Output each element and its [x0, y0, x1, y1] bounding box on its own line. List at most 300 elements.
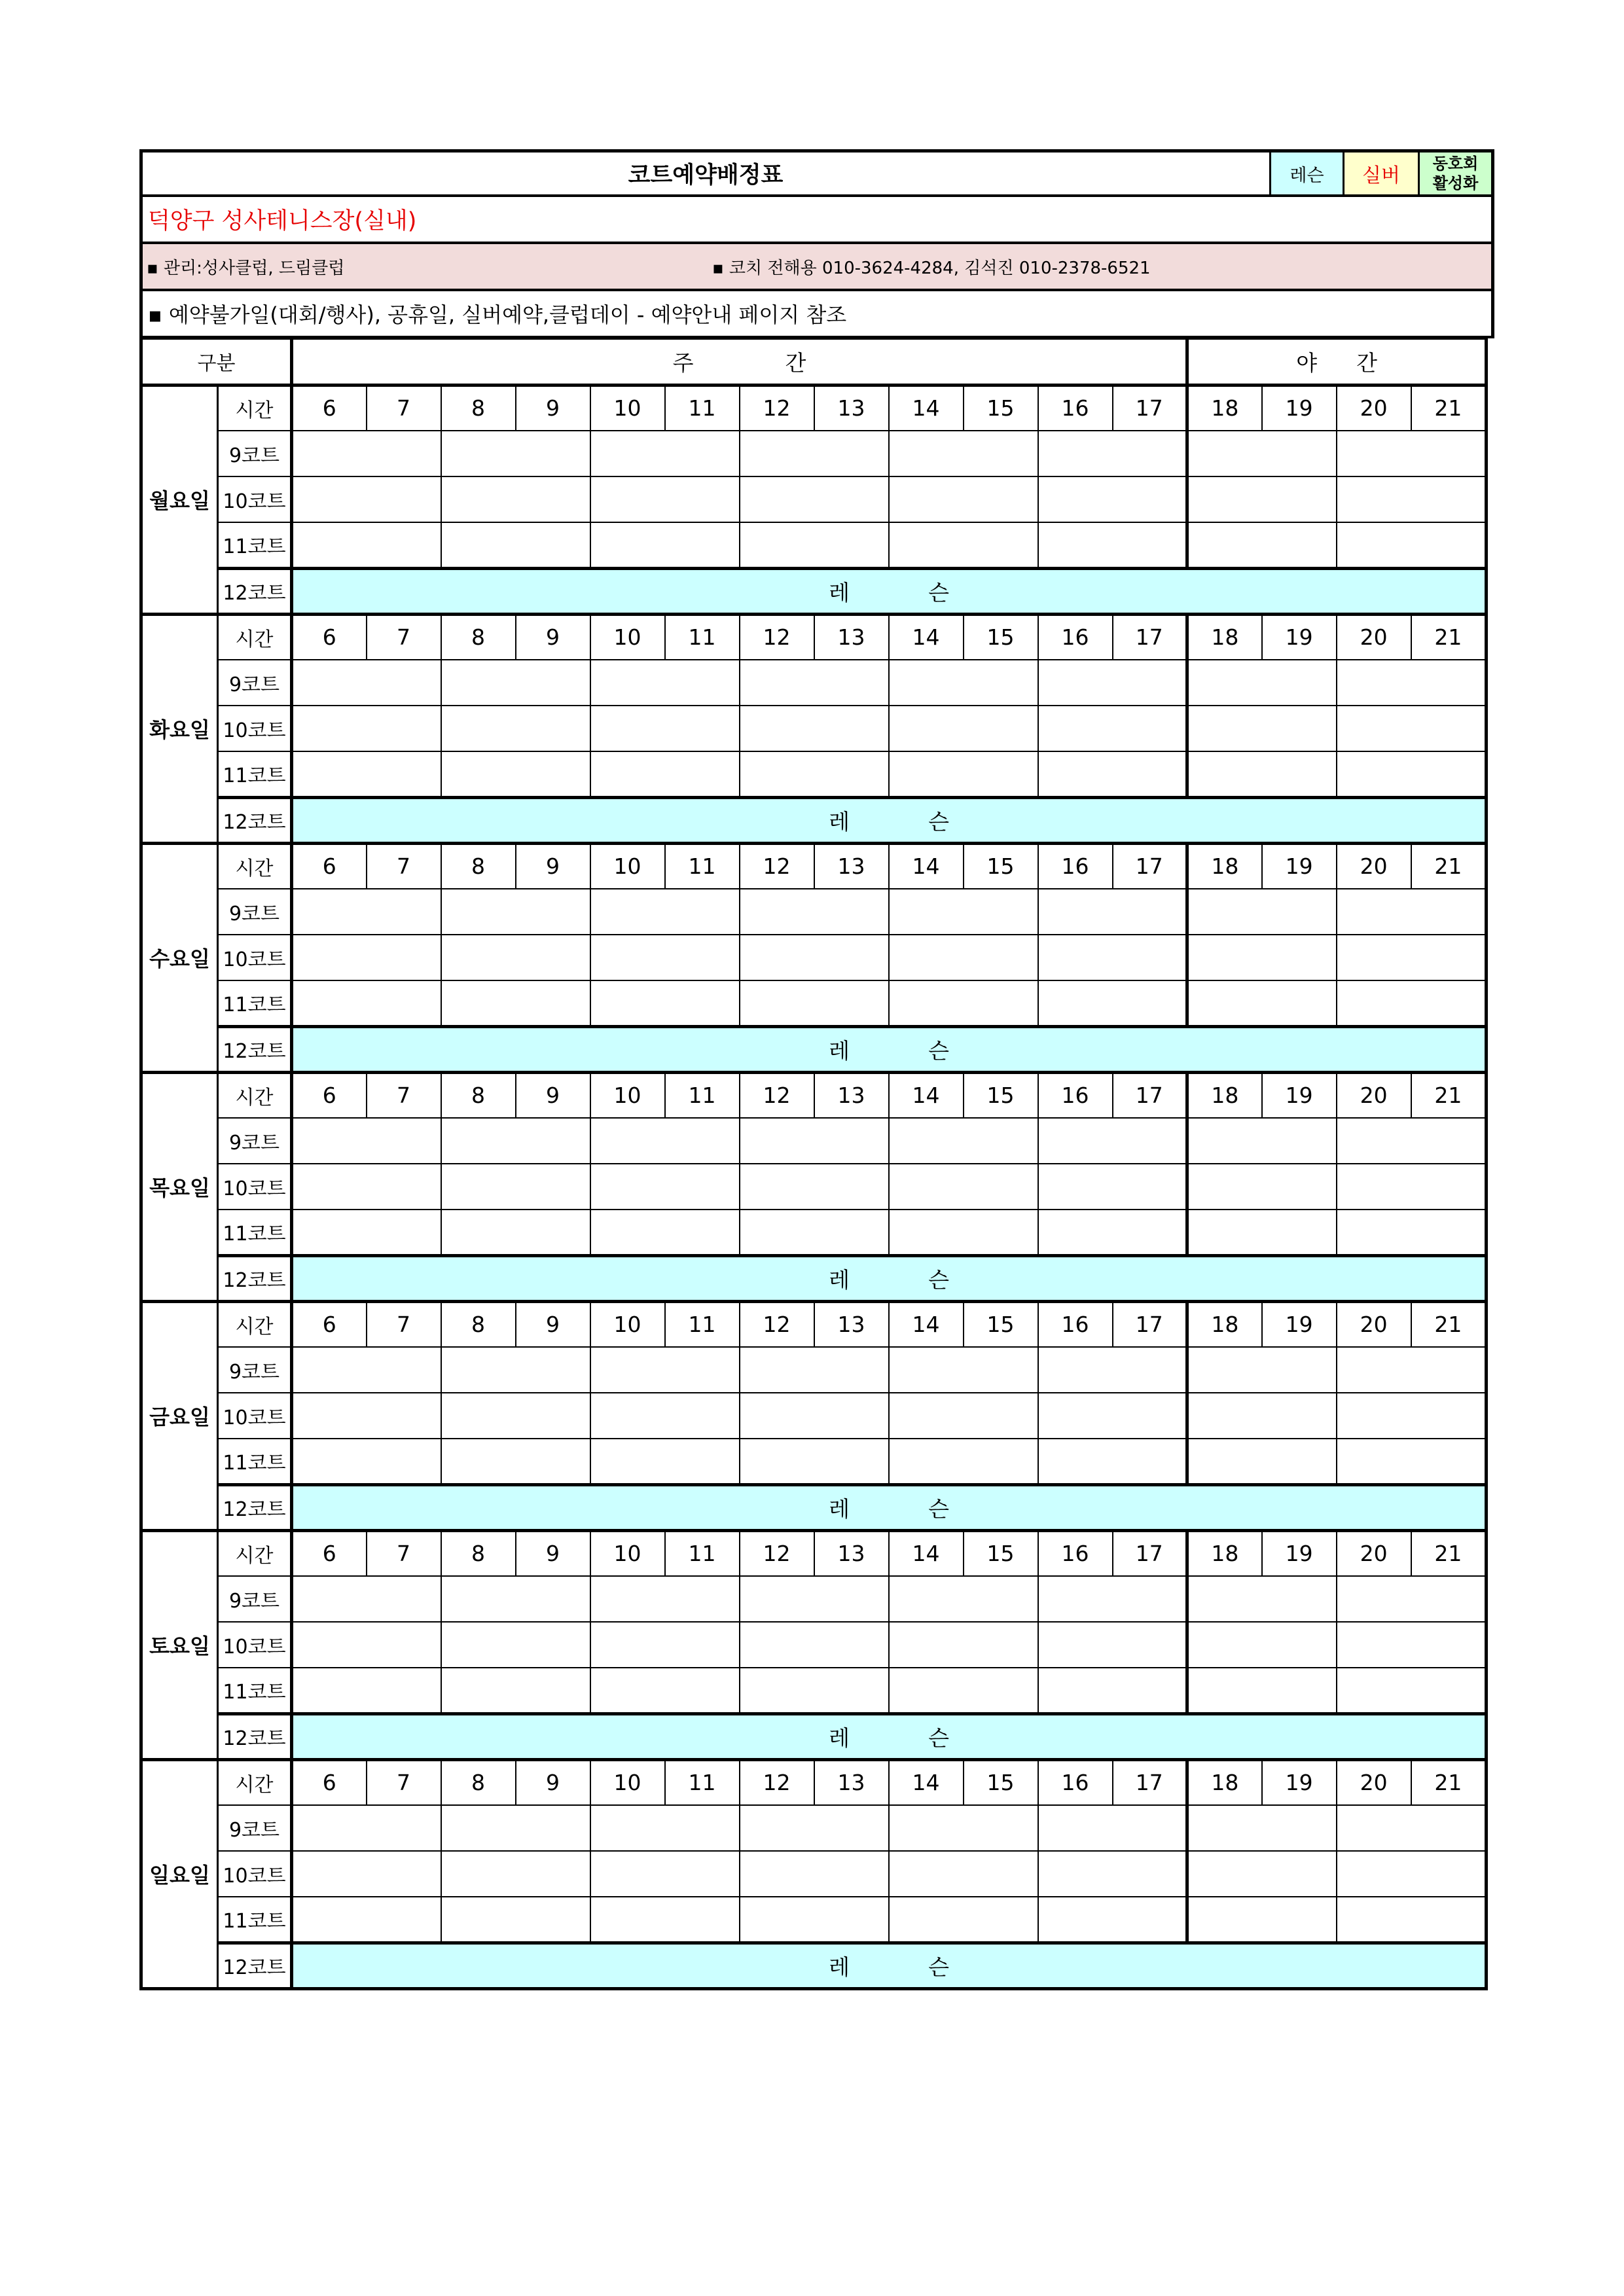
- hour-cell: 10: [590, 843, 665, 889]
- reservation-slot[interactable]: [889, 980, 1038, 1026]
- reservation-slot[interactable]: [1337, 1118, 1487, 1164]
- hour-cell: 16: [1038, 843, 1113, 889]
- hour-cell: 14: [889, 1301, 964, 1347]
- reservation-slot[interactable]: [1337, 1805, 1487, 1851]
- reservation-slot[interactable]: [292, 476, 441, 522]
- reservation-slot[interactable]: [1038, 980, 1187, 1026]
- hour-cell: 11: [665, 1530, 740, 1576]
- time-row: [141, 385, 1487, 431]
- hour-cell: 11: [665, 614, 740, 660]
- hour-cell: 9: [516, 1530, 590, 1576]
- lesson-label-b: 슨: [928, 1266, 949, 1293]
- reservation-slot[interactable]: [590, 1851, 740, 1897]
- title-row: [139, 149, 1494, 197]
- time-label: 시간: [218, 1759, 292, 1805]
- reservation-slot[interactable]: [1187, 660, 1337, 706]
- reservation-slot[interactable]: [1337, 1851, 1487, 1897]
- hour-cell: 18: [1187, 385, 1262, 431]
- hour-cell: 14: [889, 1759, 964, 1805]
- reservation-slot[interactable]: [740, 1576, 889, 1622]
- reservation-slot[interactable]: [441, 706, 590, 751]
- hour-cell: 13: [814, 614, 889, 660]
- court-label: 11코트: [218, 751, 292, 797]
- court-label: 11코트: [218, 1897, 292, 1943]
- reservation-slot[interactable]: [441, 476, 590, 522]
- court-label: 12코트: [218, 1713, 292, 1759]
- hour-cell: 10: [590, 1072, 665, 1118]
- reservation-slot[interactable]: [889, 935, 1038, 980]
- reservation-slot[interactable]: [1038, 889, 1187, 935]
- lesson-label-b: 슨: [928, 808, 949, 834]
- reservation-slot[interactable]: [740, 1347, 889, 1393]
- reservation-slot[interactable]: [1337, 1347, 1487, 1393]
- reservation-slot[interactable]: [292, 980, 441, 1026]
- reservation-slot[interactable]: [740, 1439, 889, 1484]
- hour-cell: 8: [441, 385, 516, 431]
- reservation-slot[interactable]: [740, 1622, 889, 1668]
- reservation-slot[interactable]: [590, 476, 740, 522]
- reservation-slot[interactable]: [889, 751, 1038, 797]
- hour-cell: 6: [292, 614, 367, 660]
- reservation-slot[interactable]: [1187, 1668, 1337, 1713]
- reservation-slot[interactable]: [590, 660, 740, 706]
- time-label: 시간: [218, 1530, 292, 1576]
- hour-cell: 20: [1337, 1530, 1411, 1576]
- reservation-slot[interactable]: [292, 1347, 441, 1393]
- night-label-a: 야: [1296, 350, 1318, 376]
- reservation-slot[interactable]: [292, 1118, 441, 1164]
- reservation-slot[interactable]: [1187, 1851, 1337, 1897]
- reservation-slot[interactable]: [740, 889, 889, 935]
- reservation-slot[interactable]: [740, 1805, 889, 1851]
- reservation-slot[interactable]: [889, 1347, 1038, 1393]
- reservation-slot[interactable]: [441, 1393, 590, 1439]
- reservation-slot[interactable]: [590, 522, 740, 568]
- page-title: 코트예약배정표: [628, 162, 784, 188]
- reservation-slot[interactable]: [1187, 1576, 1337, 1622]
- reservation-slot[interactable]: [292, 1576, 441, 1622]
- reservation-slot[interactable]: [1038, 1576, 1187, 1622]
- hour-cell: 19: [1262, 1759, 1337, 1805]
- reservation-slot[interactable]: [889, 1622, 1038, 1668]
- reservation-slot[interactable]: [1337, 889, 1487, 935]
- reservation-slot[interactable]: [1038, 751, 1187, 797]
- reservation-slot[interactable]: [1187, 1164, 1337, 1210]
- reservation-slot[interactable]: [1038, 1805, 1187, 1851]
- reservation-slot[interactable]: [740, 660, 889, 706]
- court-label: 10코트: [218, 706, 292, 751]
- reservation-slot[interactable]: [1038, 1164, 1187, 1210]
- hour-cell: 21: [1411, 1072, 1487, 1118]
- hour-cell: 16: [1038, 385, 1113, 431]
- court-label: 10코트: [218, 1164, 292, 1210]
- reservation-slot[interactable]: [740, 1118, 889, 1164]
- reservation-slot[interactable]: [1038, 476, 1187, 522]
- reservation-slot[interactable]: [1187, 889, 1337, 935]
- lesson-row: [141, 568, 1487, 614]
- legend-club-line2: 활성화: [1432, 174, 1479, 192]
- reservation-slot[interactable]: [292, 706, 441, 751]
- reservation-slot[interactable]: [292, 1439, 441, 1484]
- reservation-slot[interactable]: [740, 476, 889, 522]
- reservation-slot[interactable]: [292, 660, 441, 706]
- lesson-block: [292, 568, 1487, 614]
- reservation-slot[interactable]: [1038, 1347, 1187, 1393]
- reservation-slot[interactable]: [441, 889, 590, 935]
- hour-cell: 12: [740, 614, 814, 660]
- reservation-slot[interactable]: [740, 522, 889, 568]
- reservation-slot[interactable]: [1187, 1805, 1337, 1851]
- court-row: [141, 1164, 1487, 1210]
- reservation-slot[interactable]: [441, 1576, 590, 1622]
- hour-cell: 9: [516, 385, 590, 431]
- hour-cell: 12: [740, 1072, 814, 1118]
- court-label: 10코트: [218, 476, 292, 522]
- legend-silver: 실버: [1343, 152, 1418, 194]
- reservation-slot[interactable]: [1038, 1439, 1187, 1484]
- hour-cell: 13: [814, 843, 889, 889]
- court-row: [141, 1576, 1487, 1622]
- hour-cell: 10: [590, 385, 665, 431]
- hour-cell: 15: [964, 385, 1038, 431]
- hour-cell: 8: [441, 1072, 516, 1118]
- reservation-slot[interactable]: [590, 706, 740, 751]
- reservation-slot[interactable]: [1337, 1210, 1487, 1255]
- reservation-slot[interactable]: [889, 1164, 1038, 1210]
- lesson-label-a: 레: [829, 1496, 850, 1522]
- hour-cell: 7: [367, 614, 441, 660]
- reservation-slot[interactable]: [292, 431, 441, 476]
- reservation-slot[interactable]: [292, 1393, 441, 1439]
- reservation-slot[interactable]: [441, 1668, 590, 1713]
- hour-cell: 14: [889, 843, 964, 889]
- hour-cell: 19: [1262, 385, 1337, 431]
- reservation-slot[interactable]: [740, 935, 889, 980]
- reservation-slot[interactable]: [889, 1576, 1038, 1622]
- reservation-slot[interactable]: [590, 1393, 740, 1439]
- court-label: 12코트: [218, 1943, 292, 1988]
- reservation-slot[interactable]: [590, 431, 740, 476]
- reservation-slot[interactable]: [1337, 1393, 1487, 1439]
- hour-cell: 6: [292, 1301, 367, 1347]
- reservation-slot[interactable]: [441, 1622, 590, 1668]
- reservation-slot[interactable]: [889, 1118, 1038, 1164]
- reservation-slot[interactable]: [1337, 935, 1487, 980]
- reservation-slot[interactable]: [1038, 1118, 1187, 1164]
- reservation-slot[interactable]: [1337, 522, 1487, 568]
- management-row: [139, 244, 1494, 291]
- hour-cell: 8: [441, 1759, 516, 1805]
- reservation-slot[interactable]: [1187, 706, 1337, 751]
- reservation-slot[interactable]: [441, 522, 590, 568]
- hour-cell: 15: [964, 1301, 1038, 1347]
- reservation-slot[interactable]: [1038, 1668, 1187, 1713]
- lesson-label-b: 슨: [928, 1954, 949, 1980]
- reservation-slot[interactable]: [740, 751, 889, 797]
- court-row: [141, 751, 1487, 797]
- hour-cell: 13: [814, 1530, 889, 1576]
- reservation-slot[interactable]: [1337, 1897, 1487, 1943]
- reservation-slot[interactable]: [1187, 1118, 1337, 1164]
- hour-cell: 16: [1038, 1759, 1113, 1805]
- reservation-slot[interactable]: [740, 1210, 889, 1255]
- reservation-slot[interactable]: [292, 1164, 441, 1210]
- court-label: 9코트: [218, 1805, 292, 1851]
- hour-cell: 17: [1113, 1301, 1187, 1347]
- reservation-slot[interactable]: [1038, 1897, 1187, 1943]
- venue-name: 덕양구 성사테니스장(실내): [148, 208, 417, 234]
- court-label: 9코트: [218, 1118, 292, 1164]
- hour-cell: 13: [814, 1759, 889, 1805]
- lesson-block: [292, 1484, 1487, 1530]
- hour-cell: 21: [1411, 614, 1487, 660]
- court-row: [141, 1439, 1487, 1484]
- reservation-slot[interactable]: [590, 1439, 740, 1484]
- reservation-slot[interactable]: [889, 1393, 1038, 1439]
- reservation-slot[interactable]: [292, 1805, 441, 1851]
- reservation-slot[interactable]: [1337, 980, 1487, 1026]
- day-label: 일요일: [141, 1759, 218, 1988]
- reservation-slot[interactable]: [590, 1164, 740, 1210]
- reservation-slot[interactable]: [1038, 660, 1187, 706]
- reservation-slot[interactable]: [590, 1805, 740, 1851]
- hour-cell: 11: [665, 1072, 740, 1118]
- reservation-slot[interactable]: [889, 1668, 1038, 1713]
- hour-cell: 19: [1262, 1072, 1337, 1118]
- reservation-slot[interactable]: [889, 1805, 1038, 1851]
- reservation-slot[interactable]: [292, 1210, 441, 1255]
- court-row: [141, 522, 1487, 568]
- reservation-slot[interactable]: [1337, 660, 1487, 706]
- lesson-row: [141, 1484, 1487, 1530]
- hour-cell: 18: [1187, 843, 1262, 889]
- court-label: 9코트: [218, 1576, 292, 1622]
- hour-cell: 15: [964, 614, 1038, 660]
- hour-cell: 7: [367, 1301, 441, 1347]
- day-label: 화요일: [141, 614, 218, 843]
- court-row: [141, 1805, 1487, 1851]
- reservation-slot[interactable]: [441, 1210, 590, 1255]
- hour-cell: 11: [665, 843, 740, 889]
- reservation-slot[interactable]: [292, 935, 441, 980]
- reservation-slot[interactable]: [292, 1668, 441, 1713]
- court-row: [141, 935, 1487, 980]
- reservation-slot[interactable]: [1038, 1210, 1187, 1255]
- hour-cell: 20: [1337, 385, 1411, 431]
- lesson-label-a: 레: [829, 579, 850, 605]
- lesson-label-a: 레: [829, 1725, 850, 1751]
- hour-cell: 12: [740, 843, 814, 889]
- reservation-slot[interactable]: [1337, 1668, 1487, 1713]
- reservation-slot[interactable]: [441, 1439, 590, 1484]
- notice-text: ▪ 예약불가일(대회/행사), 공휴일, 실버예약,클럽데이 - 예약안내 페이지 참조: [148, 302, 847, 327]
- hour-cell: 20: [1337, 843, 1411, 889]
- reservation-slot[interactable]: [1187, 522, 1337, 568]
- hour-cell: 10: [590, 1530, 665, 1576]
- hour-cell: 8: [441, 614, 516, 660]
- hour-cell: 11: [665, 1301, 740, 1347]
- reservation-slot[interactable]: [1337, 706, 1487, 751]
- court-row: [141, 1118, 1487, 1164]
- reservation-slot[interactable]: [1187, 1347, 1337, 1393]
- reservation-slot[interactable]: [889, 1897, 1038, 1943]
- reservation-slot[interactable]: [1187, 1210, 1337, 1255]
- reservation-slot[interactable]: [292, 1897, 441, 1943]
- reservation-slot[interactable]: [590, 1576, 740, 1622]
- reservation-slot[interactable]: [740, 1851, 889, 1897]
- reservation-slot[interactable]: [889, 1210, 1038, 1255]
- reservation-slot[interactable]: [441, 751, 590, 797]
- reservation-slot[interactable]: [740, 706, 889, 751]
- reservation-slot[interactable]: [889, 1439, 1038, 1484]
- hour-cell: 18: [1187, 1530, 1262, 1576]
- reservation-slot[interactable]: [1038, 706, 1187, 751]
- reservation-slot[interactable]: [740, 980, 889, 1026]
- reservation-slot[interactable]: [590, 1622, 740, 1668]
- court-label: 11코트: [218, 1439, 292, 1484]
- reservation-slot[interactable]: [441, 1118, 590, 1164]
- reservation-slot[interactable]: [1038, 431, 1187, 476]
- reservation-slot[interactable]: [1187, 751, 1337, 797]
- reservation-slot[interactable]: [1187, 935, 1337, 980]
- reservation-slot[interactable]: [292, 1622, 441, 1668]
- court-row: [141, 1622, 1487, 1668]
- reservation-slot[interactable]: [740, 1897, 889, 1943]
- category-header: 구분: [141, 339, 292, 385]
- hour-cell: 19: [1262, 1530, 1337, 1576]
- day-label: 토요일: [141, 1530, 218, 1759]
- hour-cell: 17: [1113, 843, 1187, 889]
- reservation-slot[interactable]: [740, 431, 889, 476]
- reservation-slot[interactable]: [889, 522, 1038, 568]
- reservation-slot[interactable]: [740, 1393, 889, 1439]
- schedule-grid-wrap: [139, 338, 1494, 2070]
- reservation-slot[interactable]: [1337, 1439, 1487, 1484]
- reservation-slot[interactable]: [590, 1897, 740, 1943]
- legend-club: [1418, 152, 1491, 194]
- hour-cell: 13: [814, 1301, 889, 1347]
- lesson-label-a: 레: [829, 1037, 850, 1064]
- reservation-slot[interactable]: [590, 935, 740, 980]
- court-row: [141, 980, 1487, 1026]
- reservation-slot[interactable]: [590, 980, 740, 1026]
- hour-cell: 19: [1262, 843, 1337, 889]
- reservation-slot[interactable]: [590, 1210, 740, 1255]
- reservation-slot[interactable]: [292, 522, 441, 568]
- lesson-block: [292, 1026, 1487, 1072]
- time-row: [141, 1530, 1487, 1576]
- reservation-slot[interactable]: [590, 751, 740, 797]
- reservation-slot[interactable]: [889, 431, 1038, 476]
- reservation-slot[interactable]: [441, 980, 590, 1026]
- reservation-slot[interactable]: [441, 1851, 590, 1897]
- reservation-slot[interactable]: [1337, 431, 1487, 476]
- lesson-row: [141, 1713, 1487, 1759]
- daytime-label-a: 주: [672, 350, 694, 376]
- hour-cell: 9: [516, 1759, 590, 1805]
- reservation-slot[interactable]: [740, 1668, 889, 1713]
- daytime-header: [292, 339, 1187, 385]
- hour-cell: 20: [1337, 614, 1411, 660]
- court-label: 10코트: [218, 935, 292, 980]
- reservation-slot[interactable]: [1187, 476, 1337, 522]
- reservation-slot[interactable]: [292, 751, 441, 797]
- reservation-slot[interactable]: [441, 935, 590, 980]
- reservation-slot[interactable]: [1038, 1393, 1187, 1439]
- reservation-slot[interactable]: [441, 1897, 590, 1943]
- reservation-slot[interactable]: [441, 431, 590, 476]
- reservation-slot[interactable]: [292, 1851, 441, 1897]
- reservation-slot[interactable]: [1337, 476, 1487, 522]
- reservation-slot[interactable]: [889, 889, 1038, 935]
- reservation-slot[interactable]: [1187, 1393, 1337, 1439]
- hour-cell: 17: [1113, 1072, 1187, 1118]
- reservation-slot[interactable]: [441, 1805, 590, 1851]
- reservation-slot[interactable]: [889, 476, 1038, 522]
- reservation-slot[interactable]: [1337, 1622, 1487, 1668]
- reservation-slot[interactable]: [590, 889, 740, 935]
- lesson-row: [141, 1026, 1487, 1072]
- court-row: [141, 660, 1487, 706]
- reservation-slot[interactable]: [1187, 431, 1337, 476]
- reservation-slot[interactable]: [1337, 751, 1487, 797]
- reservation-slot[interactable]: [1038, 935, 1187, 980]
- lesson-label-a: 레: [829, 808, 850, 834]
- notice-row: [139, 291, 1494, 338]
- reservation-slot[interactable]: [1337, 1164, 1487, 1210]
- daytime-label-b: 간: [785, 350, 806, 376]
- reservation-slot[interactable]: [1187, 980, 1337, 1026]
- reservation-slot[interactable]: [1038, 522, 1187, 568]
- reservation-slot[interactable]: [889, 660, 1038, 706]
- hour-cell: 18: [1187, 1759, 1262, 1805]
- reservation-slot[interactable]: [1187, 1897, 1337, 1943]
- reservation-slot[interactable]: [441, 1347, 590, 1393]
- reservation-slot[interactable]: [441, 660, 590, 706]
- venue-row: [139, 197, 1494, 244]
- reservation-slot[interactable]: [740, 1164, 889, 1210]
- court-row: [141, 1851, 1487, 1897]
- reservation-slot[interactable]: [1187, 1622, 1337, 1668]
- reservation-slot[interactable]: [889, 706, 1038, 751]
- court-label: 11코트: [218, 1210, 292, 1255]
- reservation-slot[interactable]: [441, 1164, 590, 1210]
- reservation-slot[interactable]: [1038, 1851, 1187, 1897]
- reservation-slot[interactable]: [292, 889, 441, 935]
- reservation-slot[interactable]: [1187, 1439, 1337, 1484]
- reservation-slot[interactable]: [590, 1118, 740, 1164]
- hour-cell: 18: [1187, 1301, 1262, 1347]
- lesson-row: [141, 797, 1487, 843]
- hour-cell: 6: [292, 1072, 367, 1118]
- hour-cell: 7: [367, 1072, 441, 1118]
- section-header-row: [141, 339, 1487, 385]
- reservation-slot[interactable]: [1038, 1622, 1187, 1668]
- time-row: [141, 1072, 1487, 1118]
- reservation-slot[interactable]: [590, 1668, 740, 1713]
- schedule-table: [139, 338, 1488, 1990]
- hour-cell: 7: [367, 1530, 441, 1576]
- hour-cell: 10: [590, 1301, 665, 1347]
- reservation-slot[interactable]: [1337, 1576, 1487, 1622]
- reservation-slot[interactable]: [590, 1347, 740, 1393]
- time-row: [141, 1301, 1487, 1347]
- court-label: 12코트: [218, 1484, 292, 1530]
- reservation-slot[interactable]: [889, 1851, 1038, 1897]
- court-row: [141, 1210, 1487, 1255]
- hour-cell: 6: [292, 843, 367, 889]
- court-row: [141, 1347, 1487, 1393]
